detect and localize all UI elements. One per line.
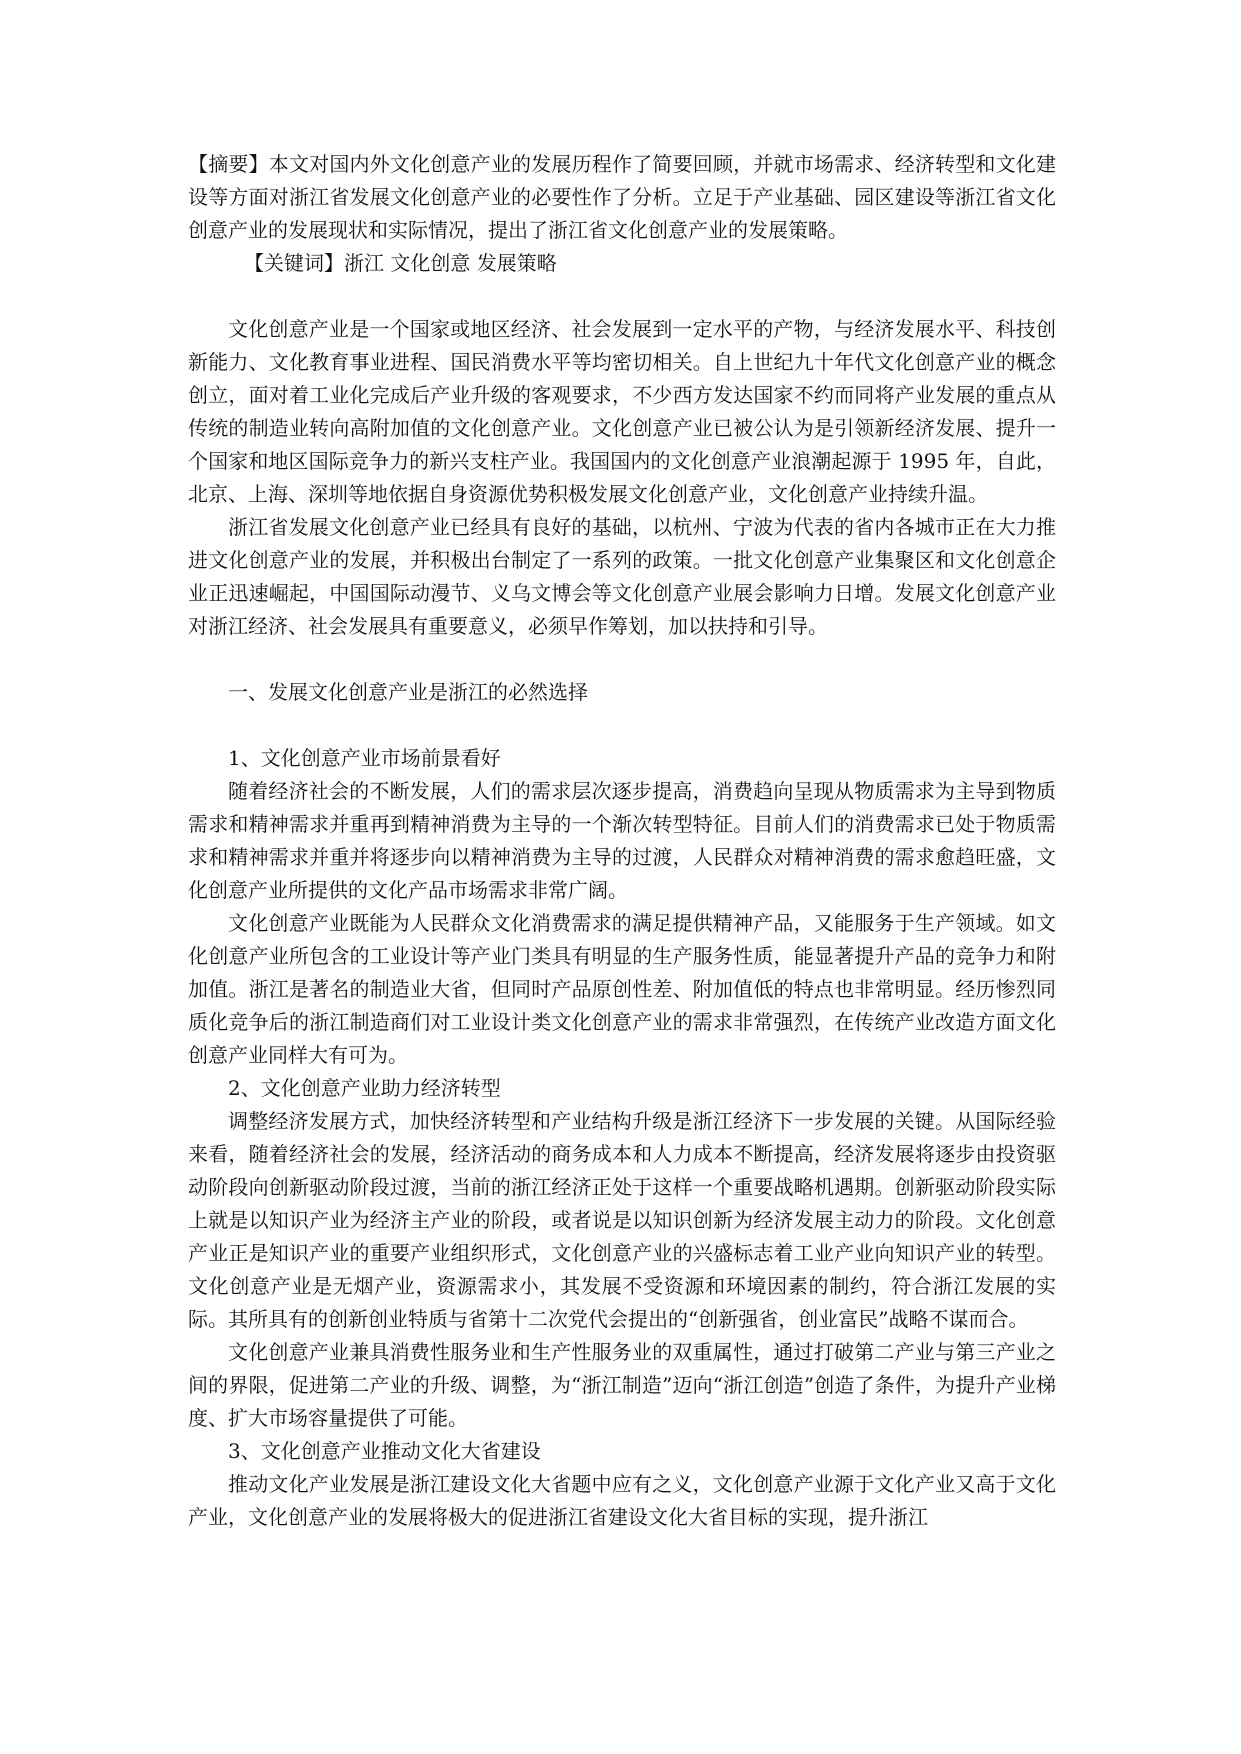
intro-paragraph-1: 文化创意产业是一个国家或地区经济、社会发展到一定水平的产物，与经济发展水平、科技创新能力、文化教育事业进程、国民消费水平等均密切相关。自上世纪九十年代文化创意产业的概念创立，面对着工业化完成后产业升级的客观要求，不少西方发达国家不约而同将产业发展的重点从传统的制造业转向高附加值的文化创意产业。文化创意产业已被公认为是引领新经济发展、提升一个国家和地区国际竞争力的新兴支柱产业。我国国内的文化创意产业浪潮起源于 1995 年，自此，北京、上海、深圳等地依据自身资源优势积极发展文化创意产业，文化创意产业持续升温。 — [188, 317, 1056, 506]
abstract-paragraph: 【摘要】本文对国内外文化创意产业的发展历程作了简要回顾，并就市场需求、经济转型和文化建设等方面对浙江省发展文化创意产业的必要性作了分析。立足于产业基础、园区建设等浙江省文化创意产业的发展现状和实际情况，提出了浙江省文化创意产业的发展策略。 — [188, 152, 1056, 242]
subsection-3-heading: 3、文化创意产业推动文化大省建设 — [228, 1439, 541, 1463]
document-body — [188, 148, 1056, 1534]
subsection-1-heading: 1、文化创意产业市场前景看好 — [228, 746, 501, 770]
keywords-line: 【关键词】浙江 文化创意 发展策略 — [244, 251, 557, 275]
section-1-heading: 一、发展文化创意产业是浙江的必然选择 — [228, 680, 588, 704]
subsection-2-paragraph-1: 调整经济发展方式，加快经济转型和产业结构升级是浙江经济下一步发展的关键。从国际经验来看，随着经济社会的发展，经济活动的商务成本和人力成本不断提高，经济发展将逐步由投资驱动阶段向创新驱动阶段过渡，当前的浙江经济正处于这样一个重要战略机遇期。创新驱动阶段实际上就是以知识产业为经济主产业的阶段，或者说是以知识创新为经济发展主动力的阶段。文化创意产业正是知识产业的重要产业组织形式，文化创意产业的兴盛标志着工业产业向知识产业的转型。文化创意产业是无烟产业，资源需求小，其发展不受资源和环境因素的制约，符合浙江发展的实际。其所具有的创新创业特质与省第十二次党代会提出的“创新强省，创业富民”战略不谋而合。 — [188, 1109, 1056, 1331]
subsection-2-paragraph-2: 文化创意产业兼具消费性服务业和生产性服务业的双重属性，通过打破第二产业与第三产业之间的界限，促进第二产业的升级、调整，为“浙江制造”迈向“浙江创造”创造了条件，为提升产业梯度、扩大市场容量提供了可能。 — [188, 1340, 1056, 1430]
subsection-1-paragraph-1: 随着经济社会的不断发展，人们的需求层次逐步提高，消费趋向呈现从物质需求为主导到物质需求和精神需求并重再到精神消费为主导的一个渐次转型特征。目前人们的消费需求已处于物质需求和精神需求并重并将逐步向以精神消费为主导的过渡，人民群众对精神消费的需求愈趋旺盛，文化创意产业所提供的文化产品市场需求非常广阔。 — [188, 779, 1056, 902]
subsection-3-paragraph-1: 推动文化产业发展是浙江建设文化大省题中应有之义，文化创意产业源于文化产业又高于文化产业，文化创意产业的发展将极大的促进浙江省建设文化大省目标的实现，提升浙江 — [188, 1472, 1056, 1529]
subsection-2-heading: 2、文化创意产业助力经济转型 — [228, 1076, 501, 1100]
subsection-1-paragraph-2: 文化创意产业既能为人民群众文化消费需求的满足提供精神产品，又能服务于生产领域。如文化创意产业所包含的工业设计等产业门类具有明显的生产服务性质，能显著提升产品的竞争力和附加值。浙江是著名的制造业大省，但同时产品原创性差、附加值低的特点也非常明显。经历惨烈同质化竞争后的浙江制造商们对工业设计类文化创意产业的需求非常强烈，在传统产业改造方面文化创意产业同样大有可为。 — [188, 911, 1056, 1067]
intro-paragraph-2: 浙江省发展文化创意产业已经具有良好的基础，以杭州、宁波为代表的省内各城市正在大力推进文化创意产业的发展，并积极出台制定了一系列的政策。一批文化创意产业集聚区和文化创意企业正迅速崛起，中国国际动漫节、义乌文博会等文化创意产业展会影响力日增。发展文化创意产业对浙江经济、社会发展具有重要意义，必须早作筹划，加以扶持和引导。 — [188, 515, 1056, 638]
